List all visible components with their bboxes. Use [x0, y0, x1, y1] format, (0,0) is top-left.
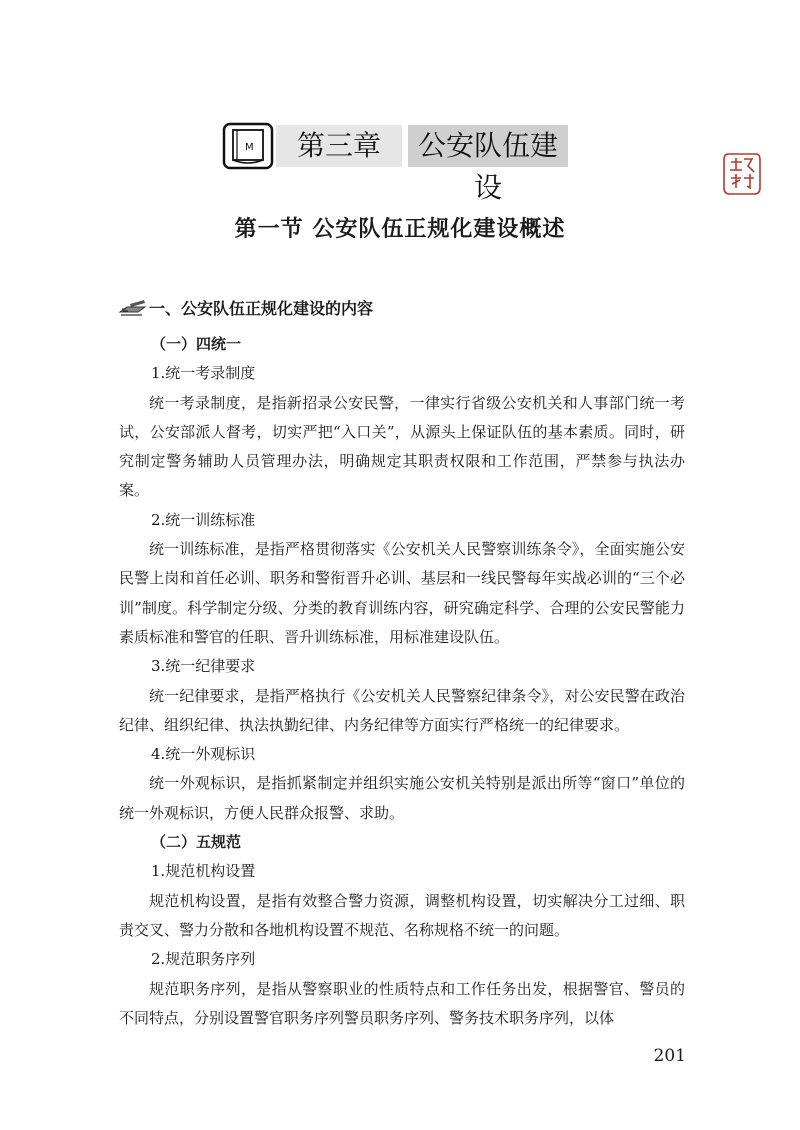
item-heading: 1.统一考录制度: [151, 364, 256, 383]
item-heading: 4.统一外观标识: [151, 745, 256, 764]
item-heading: 2.统一训练标准: [151, 510, 256, 529]
pen-icon: [118, 298, 148, 318]
item-heading: 2.规范职务序列: [151, 950, 256, 969]
chapter-banner: [222, 122, 558, 204]
chapter-number: 第三章: [276, 125, 402, 167]
section-title: 第一节 公安队伍正规化建设概述: [234, 216, 566, 242]
paragraph: 规范机构设置，是指有效整合警力资源，调整机构设置，切实解决分工过细、职责交叉、警力分散和各地机构设置不规范、名称规格不统一的问题。: [119, 891, 685, 939]
body-text: [119, 330, 685, 1033]
heading-five-standards: （二）五规范: [151, 833, 242, 852]
heading-four-unifications: （一）四统一: [151, 335, 242, 353]
paragraph: 统一考录制度，是指新招录公安民警，一律实行省级公安机关和人事部门统一考试，公安部派人督考，切实严把“入口关”，从源头上保证队伍的基本素质。同时，研究制定警务辅助人员管理办法，明确规定其职责权限和工作范围，严禁参与执法办案。: [119, 393, 685, 500]
paragraph: 统一纪律要求，是指严格执行《公安机关人民警察纪律条令》，对公安民警在政治纪律、组织纪律、执法执勤纪律、内务纪律等方面实行严格统一的纪律要求。: [119, 686, 685, 734]
svg-text:M: M: [245, 142, 254, 153]
paragraph: 规范职务序列，是指从警察职业的性质特点和工作任务出发，根据警官、警员的不同特点，分别设置警官职务序列警员职务序列、警务技术职务序列，以体: [119, 979, 685, 1027]
subsection-title: 一、公安队伍正规化建设的内容: [149, 299, 374, 318]
item-heading: 1.规范机构设置: [151, 862, 256, 881]
book-icon: [222, 122, 274, 170]
page-number: 201: [653, 1046, 686, 1066]
paragraph: 统一外观标识，是指抓紧制定并组织实施公安机关特别是派出所等“窗口”单位的统一外观标识，方便人民群众报警、求助。: [119, 774, 685, 822]
item-heading: 3.统一纪律要求: [151, 657, 256, 676]
publisher-stamp: [722, 150, 762, 198]
chapter-title: 公安队伍建设: [408, 125, 568, 167]
paragraph: 统一训练标准，是指严格贯彻落实《公安机关人民警察训练条令》，全面实施公安民警上岗和首任必训、职务和警衔晋升必训、基层和一线民警每年实战必训的“三个必训”制度。科学制定分级、分类的教育训练内容，研究确定科学、合理的公安民警能力素质标准和警官的任职、晋升训练标准，用标准建设队伍。: [119, 540, 685, 646]
